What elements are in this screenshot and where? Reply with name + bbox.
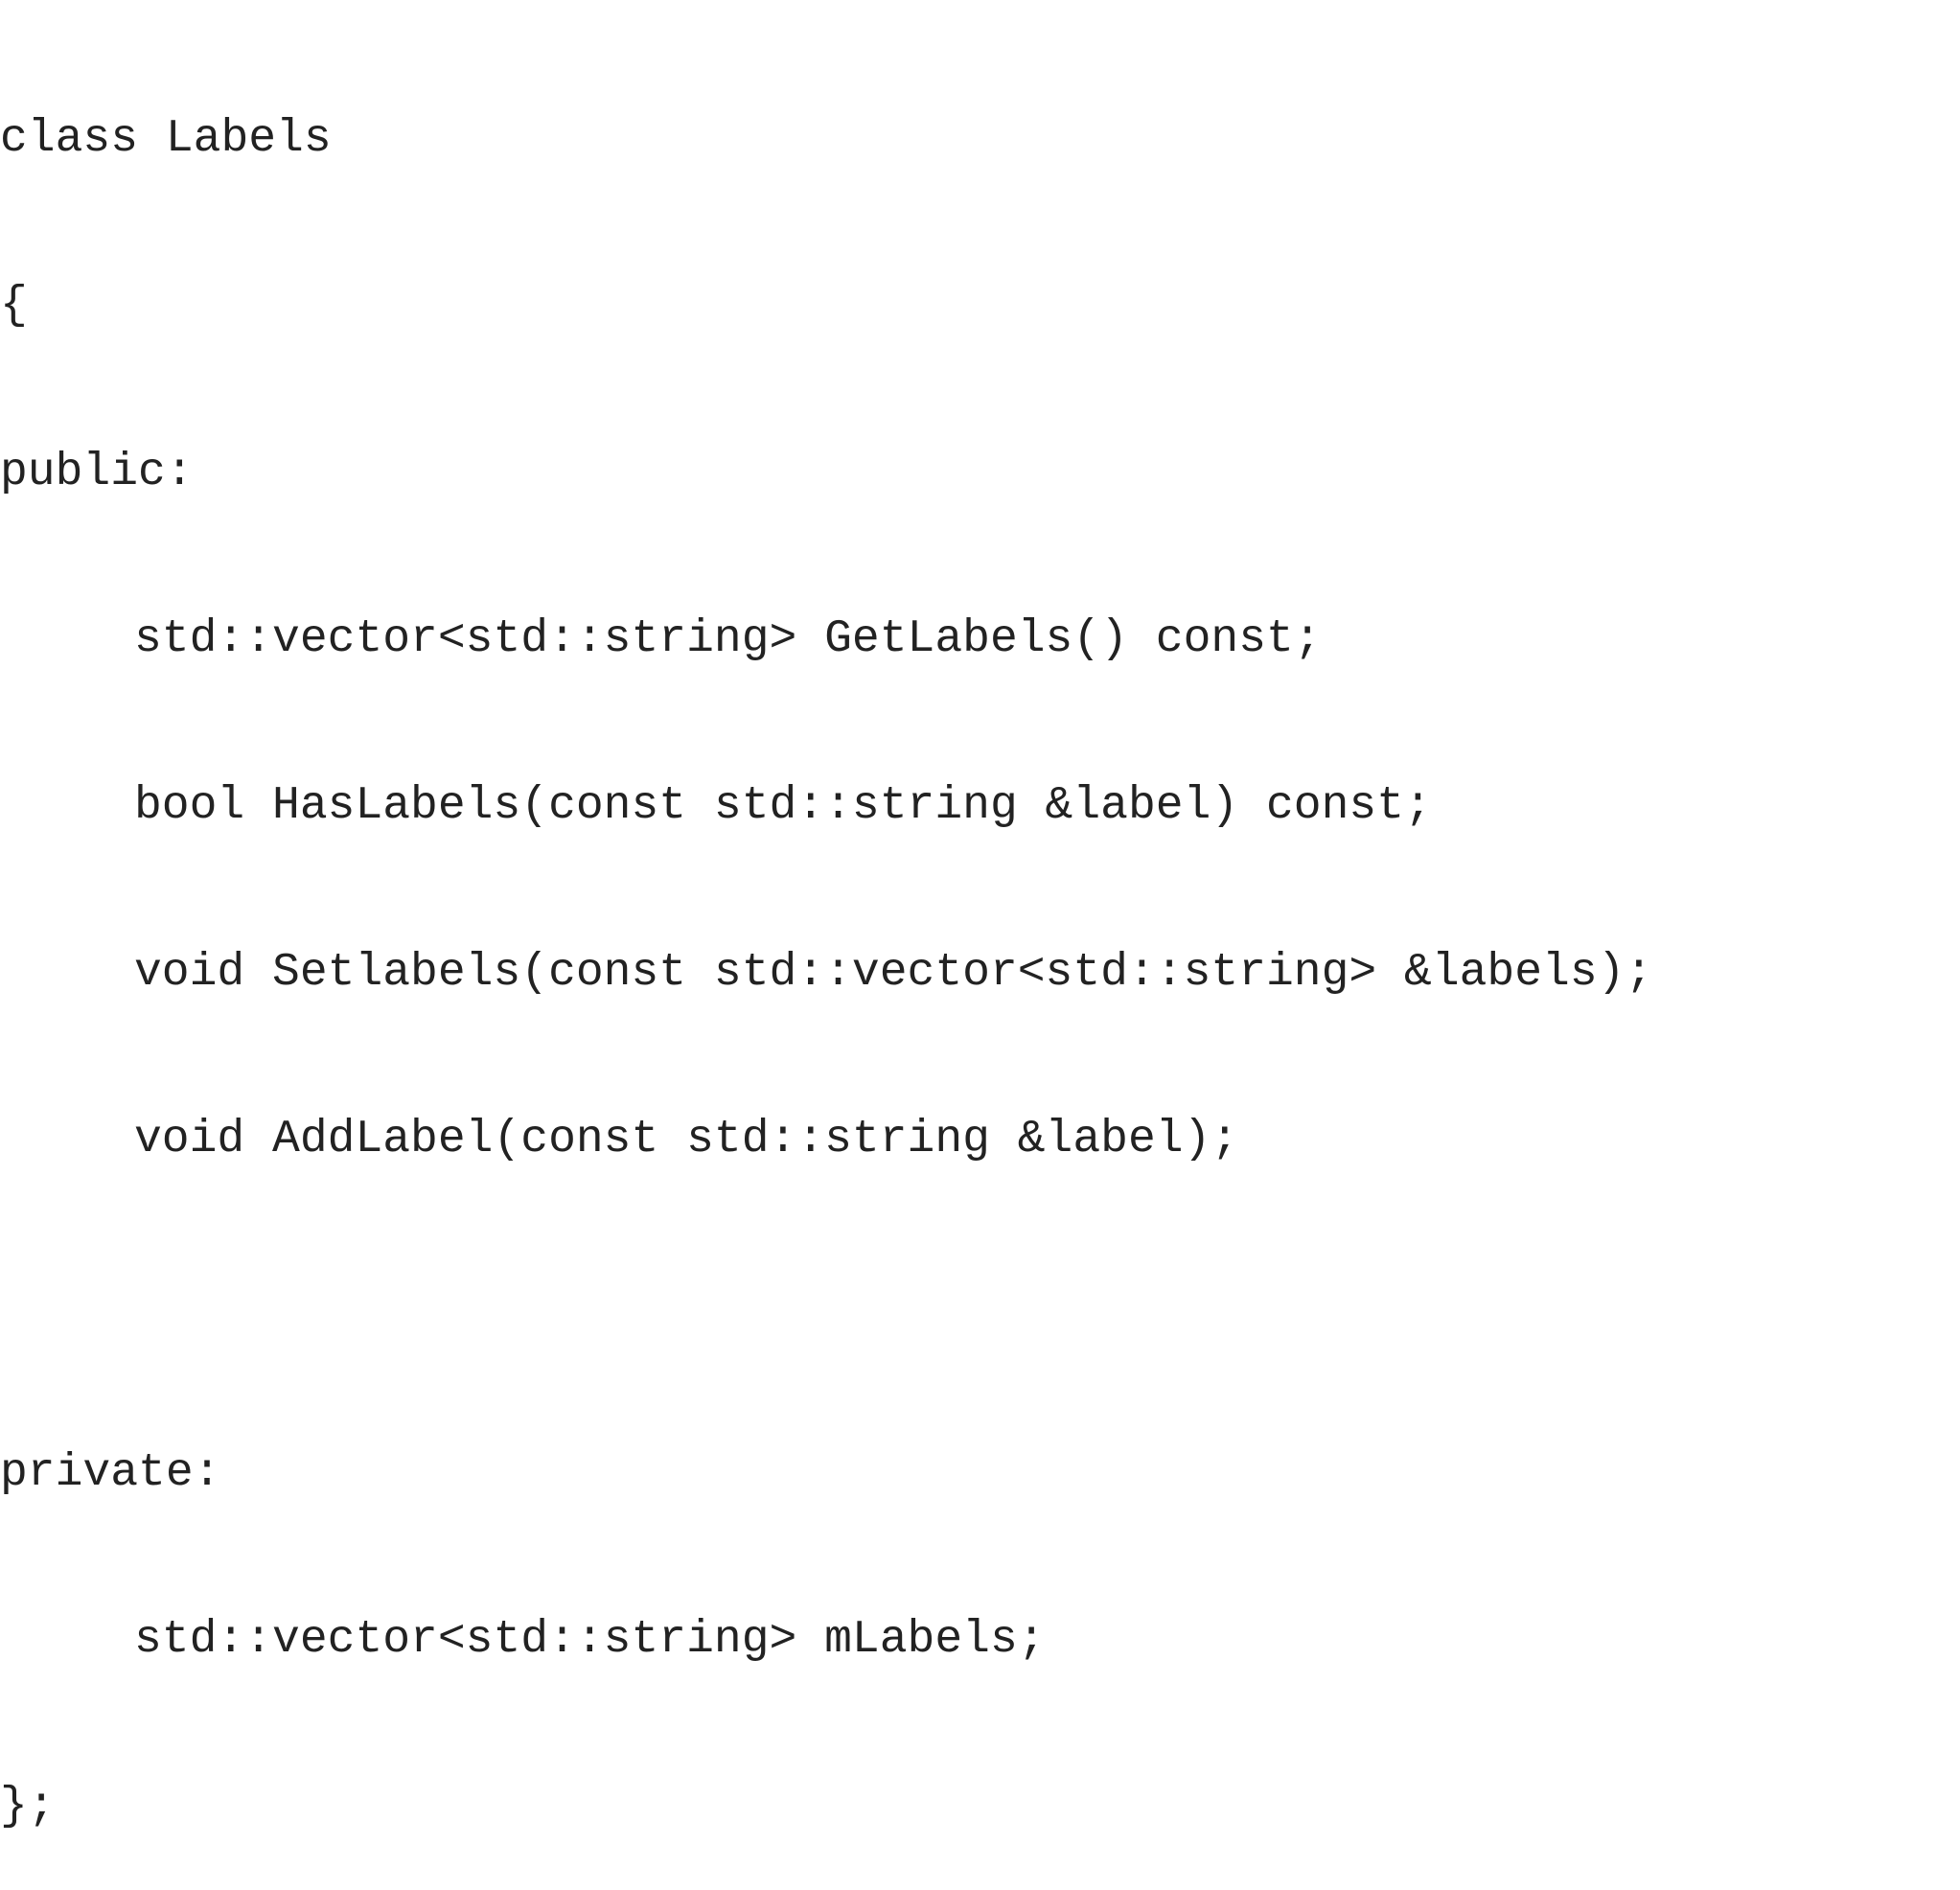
set-labels-method: void Setlabels(const std::vector<std::string> &labels); <box>134 947 1653 999</box>
public-access-specifier: public: <box>0 447 194 498</box>
opening-brace-line: { <box>0 280 28 332</box>
get-labels-method: std::vector<std::string> GetLabels() const; <box>134 613 1322 665</box>
has-labels-method: bool HasLabels(const std::string &label) const; <box>134 780 1432 832</box>
member-variable-declaration: std::vector<std::string> mLabels; <box>134 1614 1046 1666</box>
blank-line <box>0 1279 1960 1334</box>
closing-brace-line: }; <box>0 1781 56 1832</box>
private-access-specifier: private: <box>0 1447 221 1499</box>
add-label-method: void AddLabel(const std::string &label); <box>134 1114 1239 1165</box>
class-declaration-line: class Labels <box>0 113 332 165</box>
